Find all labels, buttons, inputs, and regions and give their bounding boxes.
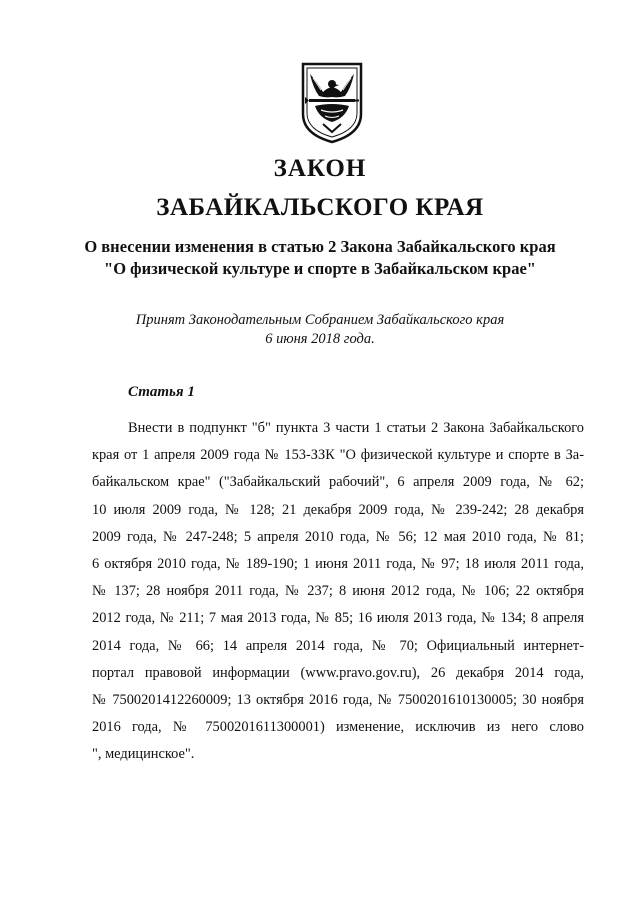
article-text-line: 2016 года, № 7500201611300001) изменение, исключив из него слово	[92, 719, 584, 736]
article-text-line: портал правовой информации (www.pravo.gov.ru), 26 декабря 2014 года,	[92, 664, 584, 681]
article-text-line: 2012 года, № 211; 7 мая 2013 года, № 85; 16 июля 2013 года, № 134; 8 апреля	[92, 610, 584, 627]
law-title: ЗАКОН	[273, 155, 367, 182]
region-title: ЗАБАЙКАЛЬСКОГО КРАЯ	[156, 194, 484, 221]
adoption-date: 6 июня 2018 года.	[265, 331, 375, 347]
adoption-note: Принят Законодательным Собранием Забайкальского края	[135, 312, 505, 328]
article-body	[92, 415, 584, 768]
article-text-line: ", медицинское".	[92, 746, 195, 763]
article-text-line: 2014 года, № 66; 14 апреля 2014 года, № 70; Официальный интернет-	[92, 637, 584, 654]
article-text-line: Внести в подпункт "б" пункта 3 части 1 статьи 2 Закона Забайкальского	[128, 420, 584, 436]
article-text-line: байкальском крае" ("Забайкальский рабочий", 6 апреля 2009 года, № 62;	[92, 474, 584, 491]
law-subtitle-line: "О физической культуре и спорте в Забайкальском крае"	[104, 259, 536, 278]
article-text-line: 2009 года, № 247-248; 5 апреля 2010 года, № 56; 12 мая 2010 года, № 81;	[92, 528, 584, 545]
article-text-line: 6 октября 2010 года, № 189-190; 1 июня 2011 года, № 97; 18 июля 2011 года,	[92, 555, 584, 572]
article-text-line: 10 июля 2009 года, № 128; 21 декабря 2009 года, № 239-242; 28 декабря	[92, 501, 584, 518]
article-text-line: № 7500201412260009; 13 октября 2016 года, № 7500201610130005; 30 ноября	[92, 691, 584, 708]
article-heading: Статья 1	[128, 384, 195, 400]
coat-of-arms-icon	[301, 62, 363, 144]
law-subtitle-line: О внесении изменения в статью 2 Закона Забайкальского края	[84, 237, 556, 256]
article-text-line: края от 1 апреля 2009 года № 153-ЗЗК "О физической культуре и спорте в За-	[92, 447, 584, 464]
article-text-line: № 137; 28 ноября 2011 года, № 237; 8 июня 2012 года, № 106; 22 октября	[92, 583, 584, 600]
